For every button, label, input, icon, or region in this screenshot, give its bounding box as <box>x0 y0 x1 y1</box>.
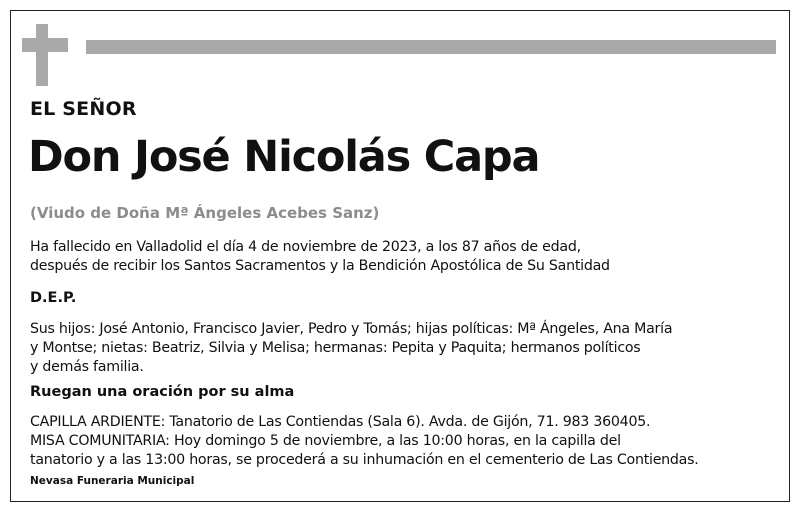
prayer-request: Ruegan una oración por su alma <box>30 384 295 400</box>
notice-title: EL SEÑOR <box>30 98 137 120</box>
death-notice-line-1: Ha fallecido en Valladolid el día 4 de noviembre de 2023, a los 87 años de edad, <box>30 239 581 255</box>
rip-heading: D.E.P. <box>30 290 77 306</box>
funeral-home-credit: Nevasa Funeraria Municipal <box>30 475 195 487</box>
family-line-1: Sus hijos: José Antonio, Francisco Javier, Pedro y Tomás; hijas políticas: Mª Ángeles, Ana María <box>30 321 673 337</box>
ceremony-line-3: tanatorio y a las 13:00 horas, se procederá a su inhumación en el cementerio de Las Contiendas. <box>30 452 699 468</box>
family-line-3: y demás familia. <box>30 359 144 375</box>
ceremony-line-1: CAPILLA ARDIENTE: Tanatorio de Las Contiendas (Sala 6). Avda. de Gijón, 71. 983 360405. <box>30 414 651 430</box>
deceased-name: Don José Nicolás Capa <box>28 132 540 182</box>
widower-note: (Viudo de Doña Mª Ángeles Acebes Sanz) <box>30 204 380 222</box>
family-line-2: y Montse; nietas: Beatriz, Silvia y Melisa; hermanas: Pepita y Paquita; hermanos políticos <box>30 340 641 356</box>
ceremony-line-2: MISA COMUNITARIA: Hoy domingo 5 de noviembre, a las 10:00 horas, en la capilla del <box>30 433 621 449</box>
cross-icon-arm <box>22 38 68 52</box>
cross-icon <box>36 24 48 86</box>
header-rule <box>86 40 776 54</box>
death-notice-line-2: después de recibir los Santos Sacramentos y la Bendición Apostólica de Su Santidad <box>30 258 610 274</box>
